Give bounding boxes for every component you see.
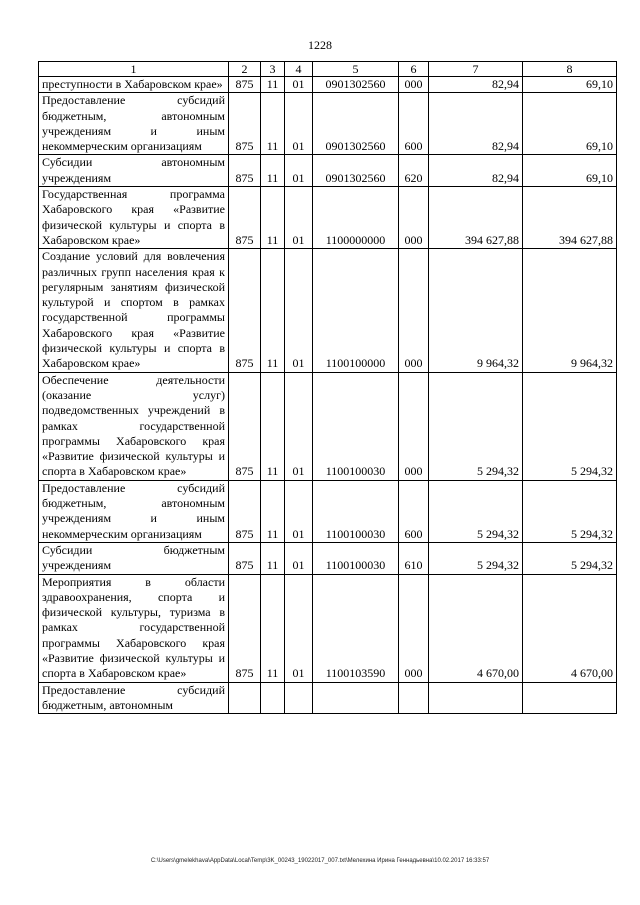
- target-article-code: 1100100030: [313, 372, 399, 480]
- target-article-code: 1100100030: [313, 542, 399, 574]
- subsection-code: 01: [285, 249, 313, 372]
- amount-col8: 9 964,32: [523, 249, 617, 372]
- amount-col7: 5 294,32: [429, 480, 523, 542]
- column-header: 2: [229, 62, 261, 77]
- amount-col7: 5 294,32: [429, 542, 523, 574]
- table-row: [39, 542, 617, 574]
- column-header: 4: [285, 62, 313, 77]
- column-header: 5: [313, 62, 399, 77]
- amount-col7: 9 964,32: [429, 249, 523, 372]
- subsection-code: 01: [285, 187, 313, 249]
- ministry-code: 875: [229, 155, 261, 187]
- row-description: Предоставление субсидий бюджетным, автономным учреждениям и иным некоммерческим организациям: [39, 480, 229, 542]
- section-code: 11: [261, 187, 285, 249]
- table-row: [39, 93, 617, 155]
- target-article-code: 1100100030: [313, 480, 399, 542]
- target-article-code: [313, 682, 399, 714]
- table-row: [39, 372, 617, 480]
- section-code: 11: [261, 480, 285, 542]
- section-code: 11: [261, 77, 285, 93]
- ministry-code: 875: [229, 480, 261, 542]
- subsection-code: 01: [285, 77, 313, 93]
- row-description: преступности в Хабаровском крае»: [39, 77, 229, 93]
- budget-table: [38, 61, 617, 714]
- page-number: 1228: [308, 38, 332, 52]
- table-row: [39, 155, 617, 187]
- amount-col7: [429, 682, 523, 714]
- row-description: Обеспечение деятельности (оказание услуг) подведомственных учреждений в рамках государственной программы Хабаровского края «Развитие физической культуры и спорта в Хабаровском крае»: [39, 372, 229, 480]
- target-article-code: 1100103590: [313, 574, 399, 682]
- amount-col8: 5 294,32: [523, 372, 617, 480]
- section-code: 11: [261, 249, 285, 372]
- table-header-row: [39, 62, 617, 77]
- target-article-code: 0901302560: [313, 155, 399, 187]
- amount-col8: 69,10: [523, 93, 617, 155]
- expense-type-code: 000: [399, 372, 429, 480]
- ministry-code: [229, 682, 261, 714]
- amount-col8: 69,10: [523, 77, 617, 93]
- row-description: Предоставление субсидий бюджетным, автономным: [39, 682, 229, 714]
- expense-type-code: 000: [399, 187, 429, 249]
- table-row: [39, 77, 617, 93]
- table-row: [39, 480, 617, 542]
- amount-col8: 5 294,32: [523, 480, 617, 542]
- ministry-code: 875: [229, 187, 261, 249]
- section-code: [261, 682, 285, 714]
- subsection-code: 01: [285, 480, 313, 542]
- table-row: [39, 574, 617, 682]
- subsection-code: 01: [285, 155, 313, 187]
- expense-type-code: 000: [399, 249, 429, 372]
- subsection-code: 01: [285, 574, 313, 682]
- expense-type-code: 600: [399, 480, 429, 542]
- section-code: 11: [261, 542, 285, 574]
- ministry-code: 875: [229, 249, 261, 372]
- amount-col7: 82,94: [429, 93, 523, 155]
- expense-type-code: 000: [399, 574, 429, 682]
- amount-col8: 5 294,32: [523, 542, 617, 574]
- column-header: 1: [39, 62, 229, 77]
- amount-col7: 5 294,32: [429, 372, 523, 480]
- ministry-code: 875: [229, 372, 261, 480]
- file-path-footer: C:\Users\gmelekhava\AppData\Local\Temp\3K_00243_19022017_007.txt\Мелехина Ирина Геннадьевна\10.02.2017 16:33:57: [150, 858, 490, 864]
- expense-type-code: [399, 682, 429, 714]
- column-header: 7: [429, 62, 523, 77]
- target-article-code: 0901302560: [313, 93, 399, 155]
- table-row: [39, 682, 617, 714]
- ministry-code: 875: [229, 93, 261, 155]
- section-code: 11: [261, 93, 285, 155]
- amount-col8: 4 670,00: [523, 574, 617, 682]
- amount-col8: 394 627,88: [523, 187, 617, 249]
- expense-type-code: 610: [399, 542, 429, 574]
- target-article-code: 1100100000: [313, 249, 399, 372]
- section-code: 11: [261, 372, 285, 480]
- section-code: 11: [261, 155, 285, 187]
- row-description: Предоставление субсидий бюджетным, автономным учреждениям и иным некоммерческим организациям: [39, 93, 229, 155]
- expense-type-code: 000: [399, 77, 429, 93]
- amount-col7: 394 627,88: [429, 187, 523, 249]
- subsection-code: [285, 682, 313, 714]
- column-header: 3: [261, 62, 285, 77]
- table-row: [39, 249, 617, 372]
- column-header: 6: [399, 62, 429, 77]
- expense-type-code: 600: [399, 93, 429, 155]
- target-article-code: 0901302560: [313, 77, 399, 93]
- column-header: 8: [523, 62, 617, 77]
- ministry-code: 875: [229, 542, 261, 574]
- ministry-code: 875: [229, 77, 261, 93]
- amount-col7: 82,94: [429, 77, 523, 93]
- target-article-code: 1100000000: [313, 187, 399, 249]
- subsection-code: 01: [285, 372, 313, 480]
- row-description: Субсидии бюджетным учреждениям: [39, 542, 229, 574]
- amount-col7: 82,94: [429, 155, 523, 187]
- ministry-code: 875: [229, 574, 261, 682]
- subsection-code: 01: [285, 93, 313, 155]
- row-description: Мероприятия в области здравоохранения, спорта и физической культуры, туризма в рамках государственной программы Хабаровского края «Развитие физической культуры и спорта в Хабаровском крае»: [39, 574, 229, 682]
- table-row: [39, 187, 617, 249]
- subsection-code: 01: [285, 542, 313, 574]
- amount-col8: 69,10: [523, 155, 617, 187]
- row-description: Государственная программа Хабаровского края «Развитие физической культуры и спорта в Хабаровском крае»: [39, 187, 229, 249]
- amount-col7: 4 670,00: [429, 574, 523, 682]
- amount-col8: [523, 682, 617, 714]
- row-description: Создание условий для вовлечения различных групп населения края к регулярным занятиям физической культурой и спортом в рамках государственной программы Хабаровского края «Развитие физической культуры и спорта в Хабаровском крае»: [39, 249, 229, 372]
- expense-type-code: 620: [399, 155, 429, 187]
- section-code: 11: [261, 574, 285, 682]
- row-description: Субсидии автономным учреждениям: [39, 155, 229, 187]
